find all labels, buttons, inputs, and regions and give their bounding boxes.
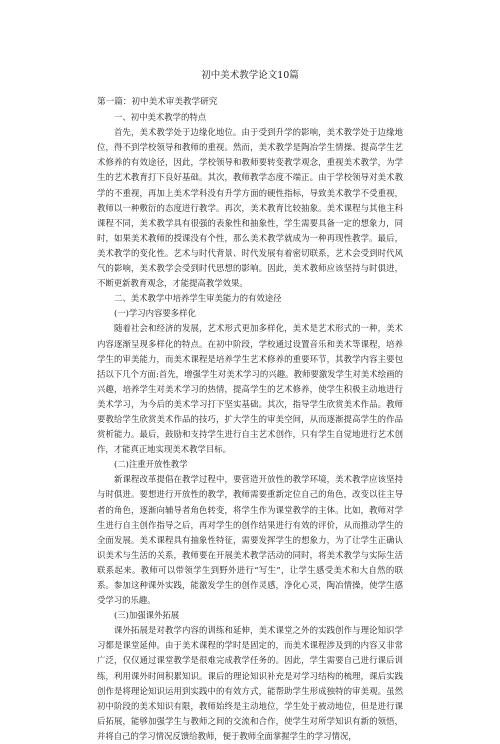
section-heading: (三)加强课外拓展 xyxy=(114,610,180,621)
section-title: 第一篇：初中美术审美教学研究 xyxy=(97,97,218,107)
section-heading: 一、初中美术教学的特点 xyxy=(114,112,207,123)
paragraph: 随着社会和经济的发展，艺术形式更加多样化，美术是艺术形式的一种，美术内容逐渐呈现多样化的特点。在初中阶段，学校通过设置音乐和美术等课程，培养学生的审美能力，而美术课程是培养学生艺术修养的重要环节，其教学内容主要包括以下几个方面:首先，增强学生对美术学习的兴趣。教师要激发学生对美术绘画的兴趣，培养学生对美术学习的热情，提高学生的艺术修养，使学生积极主动地进行美术学习，为今后的美术学习打下坚实基础。其次，指导学生欣赏美术作品。教师要教给学生欣赏美术作品的技巧，扩大学生的审美空间，从而逐渐提高学生的作品赏析能力。最后，鼓励和支持学生进行自主艺术创作，只有学生自觉地进行艺术创作，才能真正地实现美术教学目标。 xyxy=(97,323,403,455)
document-title: 初中美术教学论文10篇 xyxy=(201,70,299,81)
paragraph-list xyxy=(97,110,403,744)
paragraph: 首先，美术教学处于边缘化地位。由于受到升学的影响，美术教学处于边缘地位，得不到学校领导和教师的重视。然而，美术教学是陶冶学生情操、提高学生艺术修养的有效途径，因此，学校领导和教师要转变教学观念，重视美术教学，为学生的艺术教育打下良好基础。其次，教师教学态度不端正。由于学校领导对美术教学的不重视，再加上美术学科没有升学方面的硬性指标，导致美术教学不受重视，教师以一种敷衍的态度进行教学。再次，美术教育比较抽象。美术课程与其他主科课程不同，美术教学具有很强的表象性和抽象性，学生需要具备一定的想象力，同时，如果美术教师的授课没有个性，那么美术教学就成为一种再现性教学。最后，美术教学的变化性。艺术与时代背景、时代发展有着密切联系，艺术会受到时代风气的影响，美术教学会受到时代思想的影响。因此，美术教师应该坚持与时俱进，不断更新教育观念，才能提高教学效果。 xyxy=(97,127,403,289)
section-heading: (二)注重开放性教学 xyxy=(114,459,188,470)
paragraph: 课外拓展是对教学内容的训练和延伸，美术课堂之外的实践创作与理论知识学习都是课堂延伸。由于美术课程的学时是固定的，而美术课程涉及到的内容又非常广泛，仅仅通过课堂教学是很难完成教学任务的。因此，学生需要自己进行课后训练，利用课外时间积累知识。课后的理论知识补充是对学习结构的梳理，课后实践创作是将理论知识运用到实践中的有效方式，能帮助学生形成独特的审美观。虽然初中阶段的美术知识有限，教师始终是主动地位，学生处于被动地位，但是进行课后拓展，能够加强学生与教师之间的交流和合作，使学生对所学知识有新的领悟，并将自己的学习情况反馈给教师，便于教师全面掌握学生的学习情况， xyxy=(97,625,403,741)
section-heading: (一)学习内容要多样化 xyxy=(114,308,196,319)
document-body xyxy=(97,95,403,744)
section-heading: 二、美术教学中培养学生审美能力的有效途径 xyxy=(114,293,282,304)
paragraph: 新课程改革提倡在教学过程中，要营造开放性的教学环境，美术教学应该坚持与时俱进。要想进行开放性的教学，教师需要重新定位自己的角色，改变以往主导者的角色，逐渐向辅导者角色转变，将学生作为课堂教学的主体。比如，教师对学生进行自主创作指导之后，再对学生的创作结果进行有效的评价，从而推动学生的全面发展。美术课程具有抽象性特征，需要发挥学生的想象力，为了让学生正确认识美术与生活的关系，教师要在开展美术教学活动的同时，将美术教学与实际生活联系起来。教师可以带领学生到野外进行“写生”，让学生感受美术和大自然的联系。参加这种课外实践，能激发学生的创作灵感，净化心灵，陶冶情操，使学生感受学习的乐趣。 xyxy=(97,474,403,606)
